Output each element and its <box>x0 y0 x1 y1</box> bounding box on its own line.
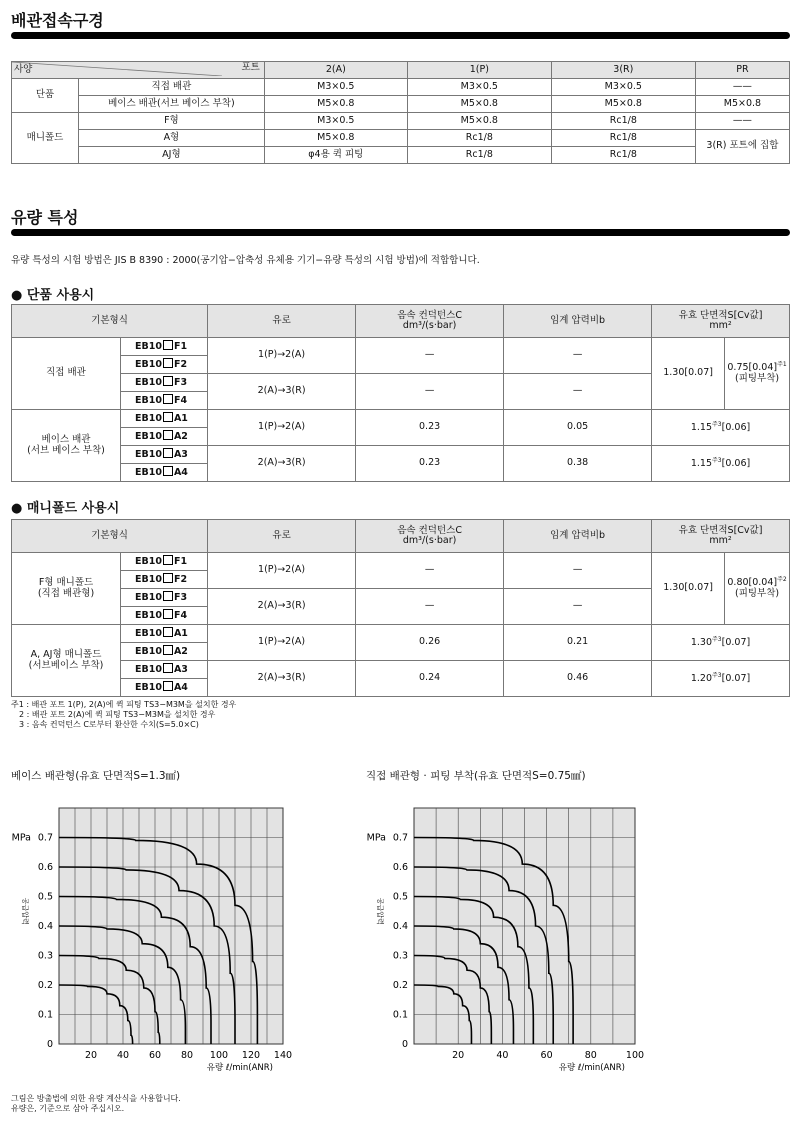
y-axis-label: 공급압력 <box>21 897 29 925</box>
cell: 0.38 <box>504 446 652 482</box>
model-code: EB10 A1 <box>121 625 208 643</box>
cond-unit: dm³/(s·bar) <box>402 535 457 546</box>
area-unit: mm² <box>709 535 732 546</box>
cell: Rc1/8 <box>407 147 551 164</box>
footnotes <box>11 1094 181 1114</box>
col-header <box>356 305 504 338</box>
cell: — <box>504 553 652 589</box>
flow-path: 1(P)→2(A) <box>208 410 356 446</box>
cell: φ4용 퀵 피팅 <box>264 147 407 164</box>
model-code: EB10 A2 <box>121 643 208 661</box>
x-tick-label: 120 <box>241 1050 261 1061</box>
cell: 0.26 <box>356 625 504 661</box>
section-rule <box>11 32 790 39</box>
section-title-port-size: 배관접속구경 <box>11 11 104 30</box>
cell: M5×0.8 <box>264 96 407 113</box>
y-tick-label: 0 <box>46 1039 53 1050</box>
col-header: 유로 <box>208 305 356 338</box>
y-tick-label: 0.1 <box>37 1009 53 1021</box>
manifold-use-title: ● 매니폴드 사용시 <box>11 501 120 516</box>
y-tick-label: 0.4 <box>37 921 53 932</box>
col-header: 기본형식 <box>12 520 208 553</box>
col-header: 3(R) <box>551 62 695 79</box>
cell: M5×0.8 <box>407 113 551 130</box>
cell: — <box>356 338 504 374</box>
cell: M5×0.8 <box>264 130 407 147</box>
cell: 0.05 <box>504 410 652 446</box>
corner-right-label: 포트 <box>241 62 260 73</box>
cond-unit: dm³/(s·bar) <box>402 320 457 331</box>
cond-label: 음속 컨덕턴스C <box>397 524 462 536</box>
y-axis-label: 공급압력 <box>376 897 384 925</box>
group-label: 단품 <box>12 79 79 113</box>
single-use-title: ● 단품 사용시 <box>11 288 95 303</box>
group-label: 매니폴드 <box>12 113 79 164</box>
area-value: $1.15^{주3}[0.06]$ <box>652 446 790 482</box>
flow-path: 1(P)→2(A) <box>208 338 356 374</box>
cell: — <box>356 589 504 625</box>
model-code: EB10 A4 <box>121 679 208 697</box>
cond-label: 음속 컨덕턴스C <box>397 309 462 321</box>
single-flow-table <box>11 304 790 482</box>
col-header: 임계 압력비b <box>504 520 652 553</box>
port-size-table <box>11 61 790 164</box>
row-label: AJ형 <box>79 147 265 164</box>
y-unit-label: MPa <box>366 832 386 844</box>
y-tick-label: 0.1 <box>392 1009 408 1021</box>
area-unit: mm² <box>709 320 732 331</box>
cell: 0.46 <box>504 661 652 697</box>
cell: M3×0.5 <box>264 113 407 130</box>
cell: M5×0.8 <box>407 96 551 113</box>
cell: — <box>356 374 504 410</box>
area-value: $0.75[0.04]^{주1}$ (피팅부착) <box>725 338 790 410</box>
x-tick-label: 60 <box>540 1050 553 1061</box>
flow-path: 1(P)→2(A) <box>208 625 356 661</box>
col-header <box>652 305 790 338</box>
area-value: $1.15^{주3}[0.06]$ <box>652 410 790 446</box>
y-tick-label: 0.6 <box>37 862 53 873</box>
cell: — <box>504 338 652 374</box>
x-tick-label: 20 <box>452 1050 465 1061</box>
x-tick-label: 80 <box>180 1050 194 1061</box>
area-label: 유효 단면적S[Cv값] <box>678 524 763 536</box>
group-label: A, AJ형 매니폴드 (서브베이스 부착) <box>12 625 121 697</box>
chart-title: 베이스 배관형(유효 단면적S=1.3㎟) <box>11 770 181 782</box>
group-label: 베이스 배관 (서브 베이스 부착) <box>12 410 121 482</box>
y-tick-label: 0.3 <box>37 950 53 962</box>
flow-path: 2(A)→3(R) <box>208 446 356 482</box>
area-value: $0.80[0.04]^{주2}$ (피팅부착) <box>725 553 790 625</box>
flow-chart-direct-piping <box>355 795 725 1080</box>
table-notes <box>11 700 236 730</box>
col-header: 기본형식 <box>12 305 208 338</box>
model-code: EB10 F1 <box>121 338 208 356</box>
cell: — <box>504 374 652 410</box>
flow-path: 2(A)→3(R) <box>208 661 356 697</box>
model-code: EB10 F4 <box>121 607 208 625</box>
y-tick-label: 0.5 <box>37 891 53 903</box>
col-header: PR <box>695 62 789 79</box>
x-tick-label: 60 <box>148 1050 162 1061</box>
row-label: 베이스 배관(서브 베이스 부착) <box>79 96 265 113</box>
row-label: A형 <box>79 130 265 147</box>
section-title-flow: 유량 특성 <box>11 208 79 227</box>
cell: M3×0.5 <box>551 79 695 96</box>
area-label: 유효 단면적S[Cv값] <box>678 309 763 321</box>
cell: M3×0.5 <box>407 79 551 96</box>
model-code: EB10 F3 <box>121 374 208 392</box>
flow-chart-base-piping <box>0 795 370 1080</box>
x-tick-label: 40 <box>116 1050 130 1061</box>
model-code: EB10 A3 <box>121 661 208 679</box>
note: 3 : 음속 컨덕턴스 C로부터 환산한 수치(S=5.0×C) <box>19 720 199 729</box>
note: 주1 : 배관 포트 1(P), 2(A)에 퀵 피팅 TS3−M3M을 설치한 경우 <box>11 700 237 709</box>
x-axis-label: 유량 ℓ/min(ANR) <box>558 1063 625 1073</box>
row-label: 직접 배관 <box>79 79 265 96</box>
flow-path: 1(P)→2(A) <box>208 553 356 589</box>
x-axis-label: 유량 ℓ/min(ANR) <box>206 1063 273 1073</box>
y-tick-label: 0 <box>401 1039 408 1050</box>
col-header: 임계 압력비b <box>504 305 652 338</box>
x-tick-label: 80 <box>584 1050 597 1061</box>
model-code: EB10 F1 <box>121 553 208 571</box>
model-code: EB10 F4 <box>121 392 208 410</box>
cell: — <box>504 589 652 625</box>
x-tick-label: 140 <box>273 1050 293 1061</box>
area-value: $1.20^{주3}[0.07]$ <box>652 661 790 697</box>
cell: Rc1/8 <box>407 130 551 147</box>
note: 2 : 배관 포트 2(A)에 퀵 피팅 TS3−M3M을 설치한 경우 <box>19 710 216 719</box>
y-tick-label: 0.3 <box>392 950 408 962</box>
cell: Rc1/8 <box>551 147 695 164</box>
y-tick-label: 0.2 <box>392 980 408 991</box>
model-code: EB10 F2 <box>121 571 208 589</box>
cell: Rc1/8 <box>551 113 695 130</box>
col-header <box>652 520 790 553</box>
cell: Rc1/8 <box>551 130 695 147</box>
row-label: F형 <box>79 113 265 130</box>
model-code: EB10 A2 <box>121 428 208 446</box>
group-label: F형 매니폴드 (직접 배관형) <box>12 553 121 625</box>
y-unit-label: MPa <box>11 832 31 844</box>
y-tick-label: 0.5 <box>392 891 408 903</box>
corner-left-label: 사양 <box>14 64 33 75</box>
model-code: EB10 A4 <box>121 464 208 482</box>
x-tick-label: 100 <box>625 1050 645 1061</box>
cell: —— <box>695 113 789 130</box>
manifold-flow-table <box>11 519 790 697</box>
x-tick-label: 40 <box>496 1050 509 1061</box>
group-label: 직접 배관 <box>12 338 121 410</box>
chart-title: 직접 배관형 · 피팅 부착(유효 단면적S=0.75㎟) <box>366 770 586 782</box>
col-header: 2(A) <box>264 62 407 79</box>
area-value: 1.30[0.07] <box>652 338 725 410</box>
model-code: EB10 A1 <box>121 410 208 428</box>
intro-text: 유량 특성의 시험 방법은 JIS B 8390 : 2000(공기압−압축성 유체용 기기−유량 특성의 시험 방법)에 적합합니다. <box>11 255 480 266</box>
area-value: $1.30^{주3}[0.07]$ <box>652 625 790 661</box>
model-code: EB10 F2 <box>121 356 208 374</box>
cell: M5×0.8 <box>695 96 789 113</box>
col-header <box>356 520 504 553</box>
cell: 0.24 <box>356 661 504 697</box>
table-corner <box>12 62 265 79</box>
flow-path: 2(A)→3(R) <box>208 589 356 625</box>
y-tick-label: 0.7 <box>392 832 408 844</box>
cell: M3×0.5 <box>264 79 407 96</box>
cell: —— <box>695 79 789 96</box>
y-tick-label: 0.7 <box>37 832 53 844</box>
cell: 0.23 <box>356 446 504 482</box>
y-tick-label: 0.4 <box>392 921 408 932</box>
model-code: EB10 A3 <box>121 446 208 464</box>
cell: — <box>356 553 504 589</box>
x-tick-label: 20 <box>84 1050 98 1061</box>
x-tick-label: 100 <box>209 1050 229 1061</box>
model-code: EB10 F3 <box>121 589 208 607</box>
cell: 0.21 <box>504 625 652 661</box>
y-tick-label: 0.2 <box>37 980 53 991</box>
y-tick-label: 0.6 <box>392 862 408 873</box>
area-value: 1.30[0.07] <box>652 553 725 625</box>
cell: 3(R) 포트에 집합 <box>695 130 789 164</box>
footnote: 그림은 방출법에 의한 유량 계산식을 사용합니다. <box>11 1094 181 1103</box>
footnote: 유량은, 기준으로 삼아 주십시오. <box>11 1104 125 1113</box>
cell: 0.23 <box>356 410 504 446</box>
section-rule <box>11 229 790 236</box>
cell: M5×0.8 <box>551 96 695 113</box>
col-header: 1(P) <box>407 62 551 79</box>
flow-path: 2(A)→3(R) <box>208 374 356 410</box>
col-header: 유로 <box>208 520 356 553</box>
